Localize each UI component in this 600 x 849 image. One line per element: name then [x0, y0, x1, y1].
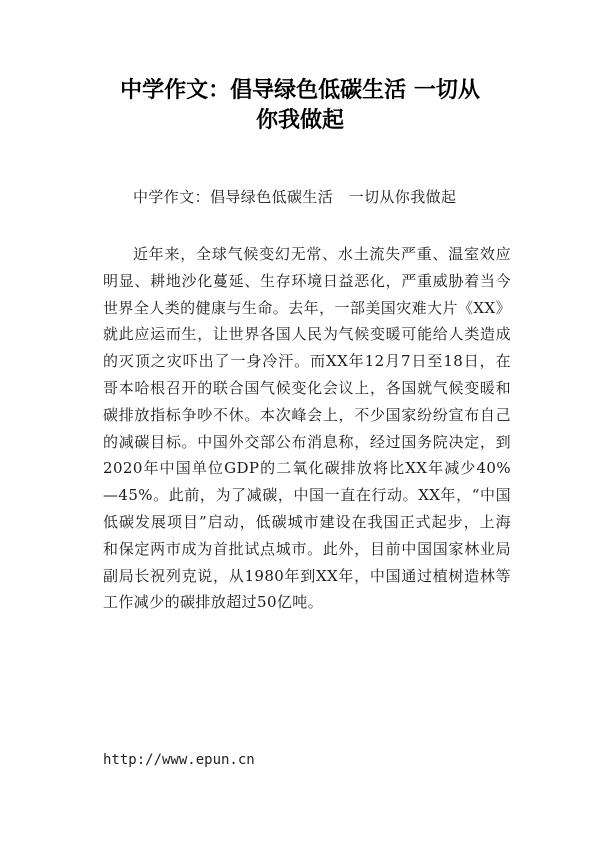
- title-line-1: 中学作文：倡导绿色低碳生活 一切从: [120, 78, 480, 103]
- page-title: [60, 76, 540, 136]
- subtitle-paragraph: 中学作文：倡导绿色低碳生活 一切从你我做起: [133, 188, 457, 206]
- title-line-2: 你我做起: [255, 108, 344, 133]
- body-paragraph: 近年来，全球气候变幻无常、水土流失严重、温室效应明显、耕地沙化蔓延、生存环境日益恶化，严重威胁着当今世界全人类的健康与生命。去年，一部美国灾难大片《XX》就此应运而生，让世界各国人民为气候变暖可能给人类造成的灭顶之灾吓出了一身冷汗。而XX年12月7日至18日，在哥本哈根召开的联合国气候变化会议上，各国就气候变暖和碳排放指标争吵不休。本次峰会上，不少国家纷纷宣布自己的减碳目标。中国外交部公布消息称，经过国务院决定，到2020年中国单位GDP的二氧化碳排放将比XX年减少40%—45%。此前，为了减碳，中国一直在行动。XX年，“中国低碳发展项目”启动，低碳城市建设在我国正式起步，上海和保定两市成为首批试点城市。此外，目前中国国家林业局副局长祝列克说，从1980年到XX年，中国通过植树造林等工作减少的碳排放超过50亿吨。: [103, 245, 511, 612]
- footer-url: http://www.epun.cn: [103, 752, 255, 768]
